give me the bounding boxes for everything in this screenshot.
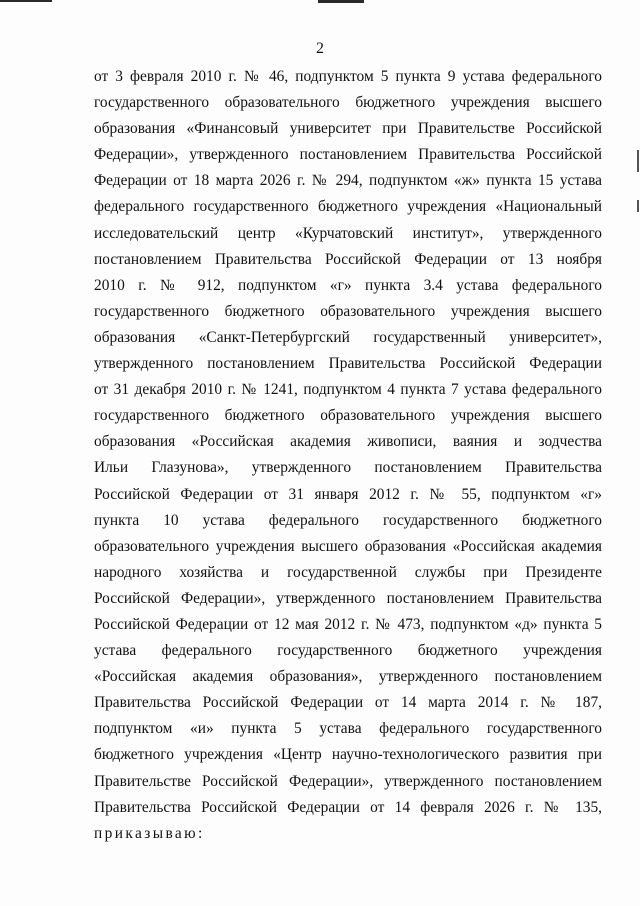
text-line: исследовательский центр «Курчатовский институт», утвержденного — [94, 224, 602, 242]
scan-artifact-top-center — [318, 0, 364, 3]
text-line: от 3 февраля 2010 г. № 46, подпунктом 5 пункта 9 устава федерального — [94, 68, 602, 85]
text-line: федерального государственного бюджетного учреждения «Национальный — [94, 198, 602, 216]
text-line: Российской Федерации от 12 мая 2012 г. № 473, подпунктом «д» пункта 5 — [94, 615, 602, 633]
text-line: от 31 декабря 2010 г. № 1241, подпунктом 4 пункта 7 устава федерального — [94, 381, 602, 399]
text-line: государственного бюджетного образовательного учреждения высшего — [94, 302, 602, 320]
text-line: государственного образовательного бюджетного учреждения высшего — [94, 94, 602, 112]
scan-artifact-right-edge-lower — [637, 200, 639, 212]
text-line: устава федерального государственного бюджетного учреждения — [94, 642, 602, 660]
text-line: Российской Федерации», утвержденного постановлением Правительства — [94, 589, 602, 607]
text-line: Федерации от 18 марта 2026 г. № 294, подпунктом «ж» пункта 15 устава — [94, 172, 602, 190]
text-line: Правительстве Российской Федерации», утвержденного постановлением — [94, 772, 602, 790]
text-line: постановлением Правительства Российской Федерации от 13 ноября — [94, 250, 602, 268]
text-line: образования «Санкт-Петербургский государственный университет», — [94, 328, 602, 346]
body-text — [94, 64, 602, 847]
scan-artifact-right-edge — [637, 150, 639, 172]
text-line: 2010 г. № 912, подпунктом «г» пункта 3.4 устава федерального — [94, 276, 602, 294]
text-line: образовательного учреждения высшего образования «Российская академия — [94, 537, 602, 555]
text-line: Российской Федерации от 31 января 2012 г. № 55, подпунктом «г» — [94, 485, 602, 503]
text-line: образования «Российская академия живописи, ваяния и зодчества — [94, 433, 602, 451]
text-line: народного хозяйства и государственной службы при Президенте — [94, 563, 602, 581]
text-line: образования «Финансовый университет при Правительстве Российской — [94, 120, 602, 138]
text-line: подпунктом «и» пункта 5 устава федерального государственного — [94, 720, 602, 738]
text-line: Федерации», утвержденного постановлением Правительства Российской — [94, 146, 602, 164]
text-line: Ильи Глазунова», утвержденного постановлением Правительства — [94, 459, 602, 477]
text-line: пункта 10 устава федерального государственного бюджетного — [94, 511, 602, 529]
page-number: 2 — [316, 40, 324, 57]
text-line: утвержденного постановлением Правительства Российской Федерации — [94, 355, 602, 373]
text-line: бюджетного учреждения «Центр научно-технологического развития при — [94, 746, 602, 764]
scan-artifact-top-left — [0, 0, 52, 2]
text-line: «Российская академия образования», утвержденного постановлением — [94, 668, 602, 686]
text-line: государственного бюджетного образовательного учреждения высшего — [94, 407, 602, 425]
text-line: Правительства Российской Федерации от 14 февраля 2026 г. № 135, — [94, 798, 602, 816]
text-line: Правительства Российской Федерации от 14 марта 2014 г. № 187, — [94, 694, 602, 712]
order-word: приказываю: — [94, 824, 205, 842]
